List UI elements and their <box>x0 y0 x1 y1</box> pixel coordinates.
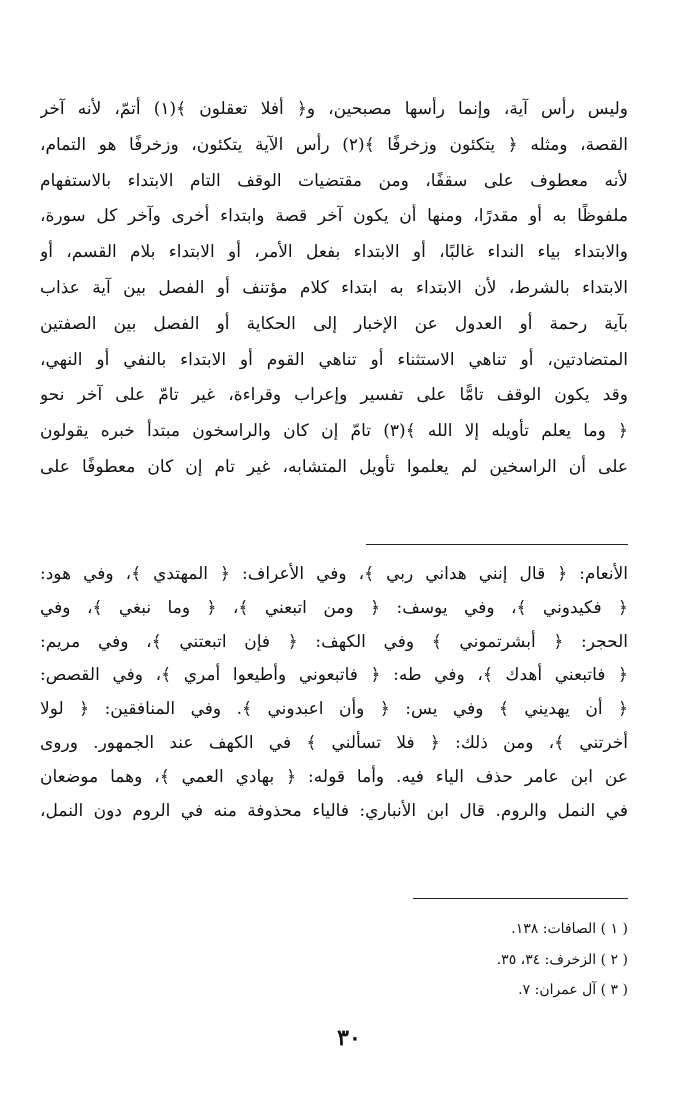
footnote-text <box>40 558 628 828</box>
page-body <box>40 92 628 998</box>
text-line: على أن الراسخين لم يعلموا تأويل المتشابه، غير تام إن كان معطوفًا على <box>40 456 628 477</box>
footnote-line: ﴿ أن يهديني ﴾ وفي يس: ﴿ وأن اعبدوني ﴾. وفي المنافقين: ﴿ لولا <box>40 699 628 720</box>
reference-item: ( ٣ ) آل عمران: ٧. <box>518 982 628 998</box>
footnote-line: عن ابن عامر حذف الياء فيه. وأما قوله: ﴿ بهادي العمي ﴾، وهما موضعان <box>40 766 628 787</box>
text-line: بآية رحمة أو العدول عن الإخبار إلى الحكاية أو الفصل بين الصفتين <box>40 313 628 334</box>
text-line: القصة، ومثله ﴿ يتكئون وزخرفًا ﴾(٢) رأس الآية يتكئون، وزخرفًا هو التمام، <box>40 134 628 155</box>
footnote-line: أخرتني ﴾، ومن ذلك: ﴿ فلا تسألني ﴾ في الكهف عند الجمهور. وروى <box>40 732 628 753</box>
text-line: ﴿ وما يعلم تأويله إلا الله ﴾(٣) تامّ إن كان والراسخون مبتدأ خبره يقولون <box>40 421 628 442</box>
text-line: المتضادتين، أو تناهي الاستثناء أو تناهي القوم أو الابتداء بالنفي أو النهي، <box>40 349 628 370</box>
text-line: الابتداء بالشرط، لأن الابتداء به ابتداء كلام مؤتنف أو الفصل بين آية عذاب <box>40 277 628 298</box>
text-line: والابتداء بياء النداء غالبًا، أو الابتداء بفعل الأمر، أو الابتداء بلام القسم، أو <box>40 242 628 263</box>
references <box>40 914 628 1006</box>
footnote-line: ﴿ فاتبعني أهدك ﴾، وفي طه: ﴿ فاتبعوني وأطيعوا أمري ﴾، وفي القصص: <box>40 665 628 686</box>
text-line: ملفوظًا به أو مقدرًا، ومنها أن يكون آخر قصة وابتداء أخرى وآخر كل سورة، <box>40 206 628 227</box>
reference-item: ( ٢ ) الزخرف: ٣٤، ٣٥. <box>496 951 628 968</box>
text-line: لأنه معطوف على سقفًا، ومن مقتضيات الوقف التام الابتداء بالاستفهام <box>40 170 628 191</box>
text-line: وقد يكون الوقف تامًّا على تفسير وإعراب وقراءة، غير تامّ على آخر نحو <box>40 385 628 406</box>
references-divider <box>413 898 628 899</box>
footnote-line: ﴿ فكيدوني ﴾، وفي يوسف: ﴿ ومن اتبعني ﴾، ﴿ وما نبغي ﴾، وفي <box>40 597 628 618</box>
footnote-line: في النمل والروم. قال ابن الأنباري: فالياء محذوفة منه في الروم دون النمل، <box>40 800 628 821</box>
footnote-line: الحجر: ﴿ أبشرتموني ﴾ وفي الكهف: ﴿ فإن اتبعتني ﴾، وفي مريم: <box>40 631 628 652</box>
page-number: ٣٠ <box>337 1025 361 1051</box>
text-line: وليس رأس آية، وإنما رأسها مصبحين، و﴿ أفلا تعقلون ﴾(١) أتمّ، لأنه آخر <box>40 99 628 119</box>
reference-item: ( ١ ) الصافات: ١٣٨. <box>511 921 628 937</box>
footnote-divider <box>366 544 628 545</box>
footnote-line: الأنعام: ﴿ قال إنني هداني ربي ﴾، وفي الأعراف: ﴿ المهتدي ﴾، وفي هود: <box>40 564 628 584</box>
main-text <box>40 92 628 486</box>
